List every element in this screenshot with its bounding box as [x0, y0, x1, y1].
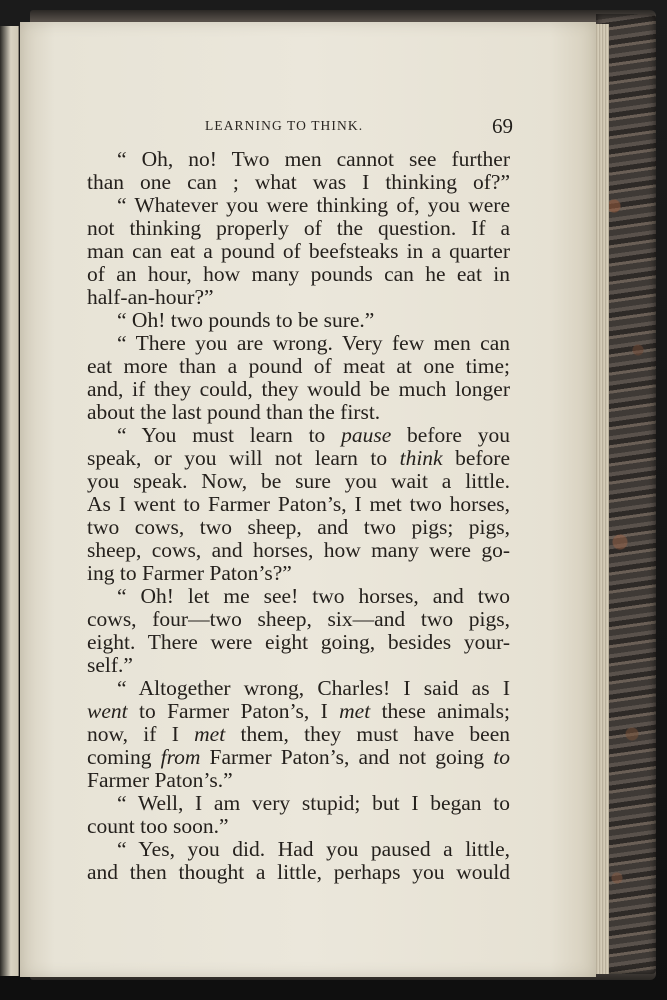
text-run: “ There you are wrong. Very few men can	[117, 331, 510, 355]
text-run: sheep, cows, and horses, how many were go-	[87, 538, 510, 562]
text-line	[87, 263, 510, 286]
text-run: and then thought a little, perhaps you would	[87, 860, 510, 884]
text-run: man can eat a pound of beefsteaks in a quarter	[87, 239, 510, 263]
page-number: 69	[492, 114, 513, 138]
text-line	[87, 677, 510, 700]
text-line	[87, 746, 510, 769]
text-run: than one can ; what was I thinking of?”	[87, 170, 510, 194]
text-line	[87, 470, 510, 493]
text-run: As I went to Farmer Paton’s, I met two horses,	[87, 492, 510, 516]
text-run: “ Well, I am very stupid; but I began to	[117, 791, 510, 815]
text-line	[87, 861, 510, 884]
text-run: “ Yes, you did. Had you paused a little,	[117, 837, 510, 861]
text-line	[87, 838, 510, 861]
italic-word: to	[493, 745, 510, 769]
text-line	[87, 769, 510, 792]
text-line	[87, 815, 510, 838]
text-run: now, if I	[87, 722, 195, 746]
italic-word: pause	[341, 423, 392, 447]
text-line	[87, 447, 510, 470]
text-run: them, they must have been	[225, 722, 510, 746]
text-line	[87, 355, 510, 378]
text-run: Farmer Paton’s.”	[87, 768, 233, 792]
text-line	[87, 378, 510, 401]
text-line	[87, 286, 510, 309]
text-run: about the last pound than the first.	[87, 400, 381, 424]
text-run: of an hour, how many pounds can he eat in	[87, 262, 510, 286]
text-line	[87, 332, 510, 355]
text-line	[87, 493, 510, 516]
italic-word: went	[87, 699, 128, 723]
text-run: “ Whatever you were thinking of, you were	[117, 193, 510, 217]
text-run: before you	[391, 423, 511, 447]
facing-page-edge	[0, 26, 19, 976]
text-line	[87, 608, 510, 631]
text-line	[87, 723, 510, 746]
italic-word: from	[160, 745, 201, 769]
running-head	[0, 114, 667, 138]
text-run: half-an-hour?”	[87, 285, 214, 309]
italic-word: met	[194, 722, 226, 746]
text-line	[87, 194, 510, 217]
text-run: and, if they could, they would be much longer	[87, 377, 510, 401]
text-run: these animals;	[370, 699, 510, 723]
running-head-title: LEARNING TO THINK.	[205, 118, 364, 133]
text-run: eight. There were eight going, besides your-	[87, 630, 510, 654]
italic-word: think	[399, 446, 443, 470]
text-line	[87, 240, 510, 263]
text-line	[87, 792, 510, 815]
text-line	[87, 654, 510, 677]
text-line	[87, 424, 510, 447]
text-run: coming	[87, 745, 161, 769]
text-line	[87, 631, 510, 654]
text-line	[87, 539, 510, 562]
body-text	[87, 148, 510, 884]
text-run: speak, or you will not learn to	[87, 446, 400, 470]
text-run: count too soon.”	[87, 814, 229, 838]
text-run: “ You must learn to	[117, 423, 342, 447]
italic-word: met	[339, 699, 371, 723]
text-run: to Farmer Paton’s, I	[127, 699, 340, 723]
text-run: “ Altogether wrong, Charles! I said as I	[117, 676, 510, 700]
text-run: cows, four—two sheep, six—and two pigs,	[87, 607, 510, 631]
text-line	[87, 700, 510, 723]
page-block-edges	[594, 24, 609, 974]
text-run: “ Oh! two pounds to be sure.”	[117, 308, 375, 332]
text-line	[87, 516, 510, 539]
text-run: self.”	[87, 653, 133, 677]
text-line	[87, 171, 510, 194]
text-line	[87, 309, 510, 332]
text-run: not thinking properly of the question. If a	[87, 216, 510, 240]
text-line	[87, 217, 510, 240]
text-line	[87, 562, 510, 585]
text-run: two cows, two sheep, and two pigs; pigs,	[87, 515, 510, 539]
text-line	[87, 148, 510, 171]
text-line	[87, 585, 510, 608]
text-run: eat more than a pound of meat at one time;	[87, 354, 510, 378]
text-run: Farmer Paton’s, and not going	[200, 745, 494, 769]
text-run: before	[442, 446, 510, 470]
text-run: “ Oh, no! Two men cannot see further	[117, 147, 510, 171]
text-run: you speak. Now, be sure you wait a little.	[87, 469, 510, 493]
text-run: ing to Farmer Paton’s?”	[87, 561, 292, 585]
text-run: “ Oh! let me see! two horses, and two	[117, 584, 510, 608]
text-line	[87, 401, 510, 424]
